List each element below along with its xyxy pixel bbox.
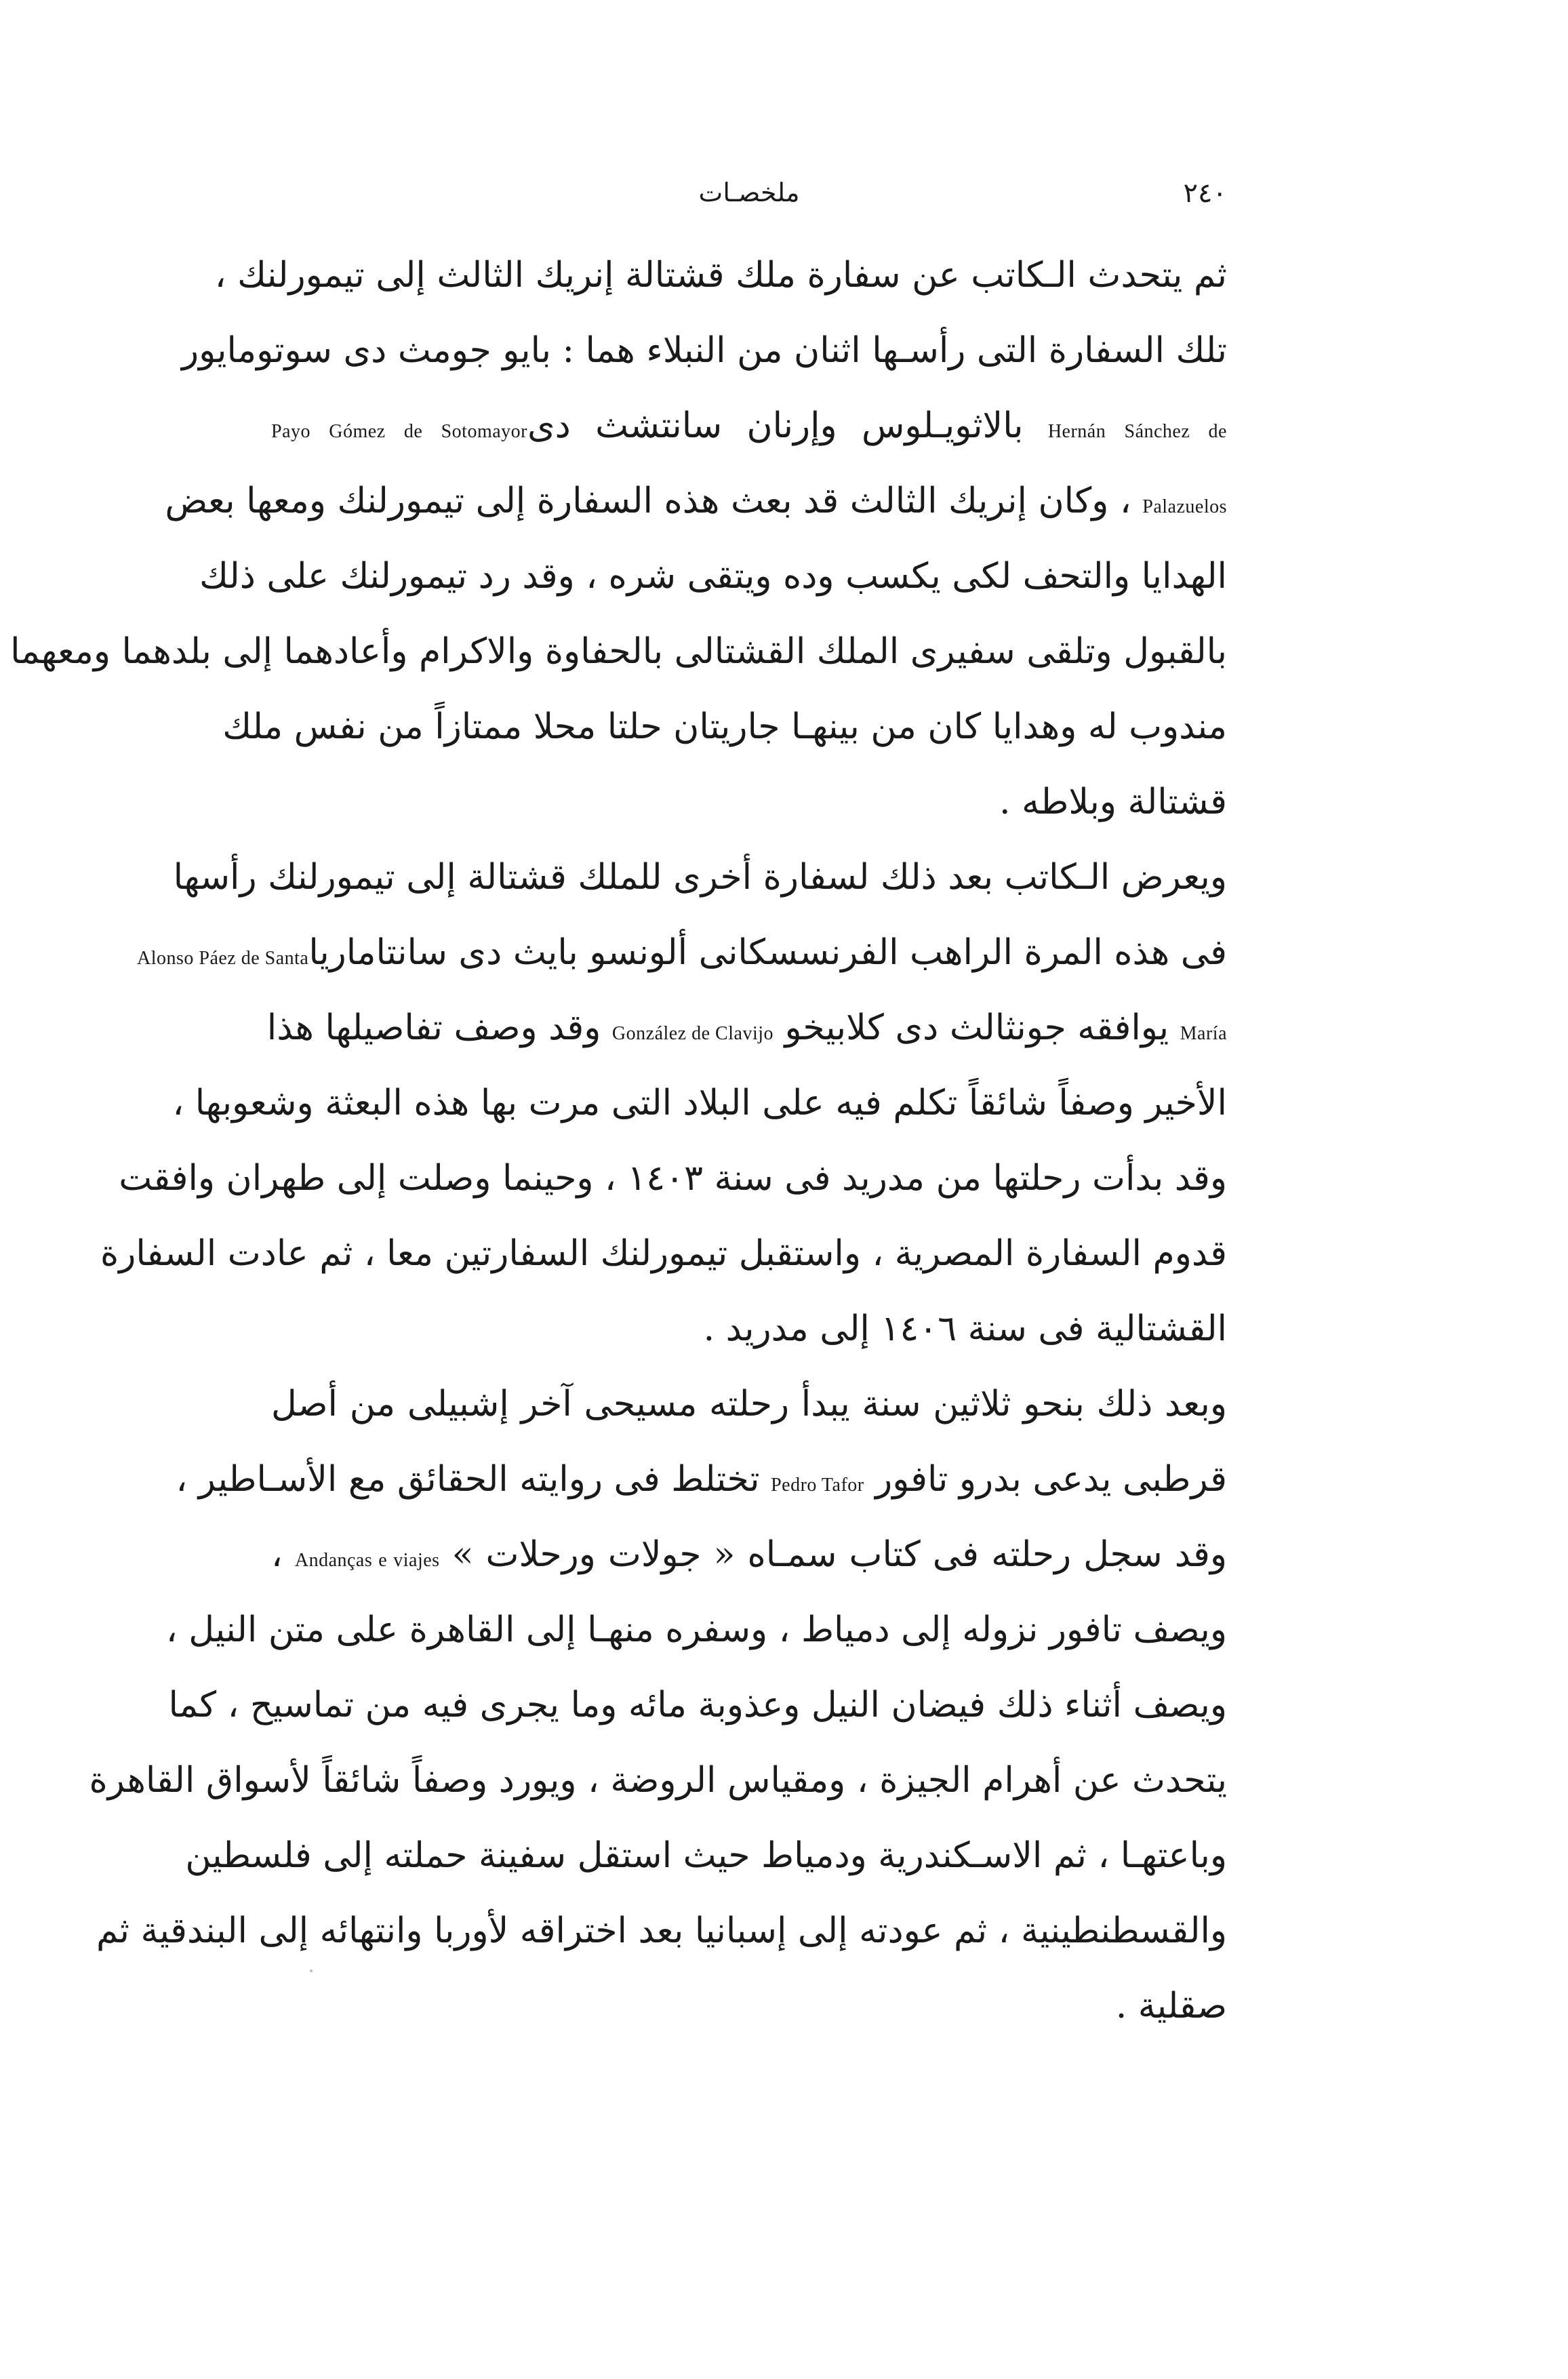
arabic-text: ، وكان إنريك الثالث قد بعث هذه السفارة إلى تيمورلنك ومعها بعض [165, 480, 1143, 521]
text-line-content [185, 1835, 1227, 1876]
text-line-content [271, 405, 1227, 446]
text-line [10, 614, 1227, 689]
arabic-text: ثم يتحدث الـكاتب عن سفارة ملك قشتالة إنريك الثالث إلى تيمورلنك ، [214, 254, 1227, 296]
running-title: ملخصـات [698, 178, 800, 207]
text-line [96, 1893, 1227, 1968]
text-line [165, 1592, 1227, 1667]
text-line [119, 1140, 1227, 1216]
body-text [10, 237, 1228, 2043]
arabic-text: وباعتهـا ، ثم الاسـكندرية ودمياط حيث استقل سفينة حملته إلى فلسطين [185, 1835, 1227, 1876]
text-line [168, 1667, 1227, 1742]
arabic-text: تلك السفارة التى رأسـها اثنان من النبلاء هما : بايو جومث دى سوتومايور [182, 329, 1227, 371]
arabic-text: مندوب له وهدايا كان من بينهـا جاريتان حلتا محلا ممتازاً من نفس ملك [222, 706, 1227, 747]
text-line [199, 538, 1227, 614]
text-line [271, 764, 1227, 839]
text-line [271, 1517, 1227, 1592]
arabic-text: يوافقه جونثالث دى كلابيخو [773, 1007, 1180, 1048]
arabic-text: ويعرض الـكاتب بعد ذلك لسفارة أخرى للملك قشتالة إلى تيمورلنك رأسها [173, 856, 1227, 898]
arabic-text: وقد سجل رحلته فى كتاب سمـاه « جولات ورحلات » [439, 1534, 1228, 1575]
text-line [173, 839, 1227, 915]
latin-name: Alonso Páez de Santa [136, 947, 309, 969]
text-line-content [173, 856, 1227, 898]
arabic-text: ، [271, 1534, 295, 1575]
text-line-content [176, 1458, 1227, 1500]
text-line-content [89, 1759, 1227, 1801]
text-line-content [222, 706, 1227, 747]
arabic-text: وإرنان سانتشث دى [527, 405, 837, 446]
text-line [100, 1216, 1227, 1291]
arabic-text: قدوم السفارة المصرية ، واستقبل تيمورلنك السفارتين معا ، ثم عادت السفارة [100, 1233, 1227, 1274]
text-line [172, 1065, 1227, 1140]
arabic-text: ويصف تافور نزوله إلى دمياط ، وسفره منهـا إلى القاهرة على متن النيل ، [165, 1609, 1227, 1650]
latin-name: Palazuelos [1142, 496, 1227, 517]
arabic-text: وقد وصف تفاصيلها هذا [266, 1007, 612, 1048]
arabic-text: تختلط فى روايته الحقائق مع الأسـاطير ، [176, 1458, 771, 1500]
scan-speck [310, 1970, 313, 1972]
page-header [271, 178, 1227, 225]
text-line [271, 1366, 1227, 1441]
text-line-content [182, 329, 1227, 371]
text-line [271, 388, 1227, 463]
text-line [271, 1968, 1227, 2043]
text-line-content [10, 631, 1227, 672]
text-line [222, 689, 1227, 764]
arabic-text: القشتالية فى سنة ١٤٠٦ إلى مدريد . [703, 1308, 1227, 1349]
text-line-content [136, 932, 1227, 973]
text-line [136, 915, 1227, 990]
text-line [271, 1291, 1227, 1366]
text-line [185, 1818, 1227, 1893]
arabic-text: الأخير وصفاً شائقاً تكلم فيه على البلاد التى مرت بها هذه البعثة وشعوبها ، [172, 1082, 1227, 1123]
text-line-content [266, 1007, 1227, 1048]
text-line-content [165, 480, 1227, 521]
arabic-text: بالاثويـلوس [837, 405, 1048, 446]
arabic-text: صقلية . [1115, 1985, 1227, 2026]
arabic-text: قرطبى يدعى بدرو تافور [864, 1458, 1227, 1500]
text-line-content [119, 1157, 1227, 1199]
arabic-text: بالقبول وتلقى سفيرى الملك القشتالى بالحفاوة والاكرام وأعادهما إلى بلدهما ومعهما [10, 631, 1227, 672]
latin-name: González de Clavijo [611, 1022, 774, 1044]
arabic-text: والقسطنطينية ، ثم عودته إلى إسبانيا بعد اختراقه لأوربا وانتهائه إلى البندقية ثم [96, 1910, 1227, 1951]
text-line-content [703, 1308, 1227, 1349]
text-line [165, 463, 1227, 538]
text-line-content [214, 254, 1227, 296]
arabic-text: الهدايا والتحف لكى يكسب وده ويتقى شره ، وقد رد تيمورلنك على ذلك [199, 555, 1227, 597]
text-line [182, 313, 1227, 388]
text-line-content [165, 1609, 1227, 1650]
text-line-content [199, 555, 1227, 597]
arabic-text: وقد بدأت رحلتها من مدريد فى سنة ١٤٠٣ ، وحينما وصلت إلى طهران وافقت [119, 1157, 1227, 1199]
latin-name: Andanças e viajes [294, 1549, 440, 1571]
latin-name: Hernán Sánchez de [1047, 420, 1227, 442]
text-line-content [271, 1383, 1227, 1424]
latin-name: María [1180, 1022, 1227, 1044]
text-line [176, 1441, 1227, 1517]
arabic-text: فى هذه المرة الراهب الفرنسسكانى ألونسو بايث دى سانتاماريا [308, 932, 1227, 973]
text-line [214, 237, 1227, 313]
text-line-content [271, 1534, 1228, 1575]
arabic-text: ويصف أثناء ذلك فيضان النيل وعذوبة مائه وما يجرى فيه من تماسيح ، كما [168, 1684, 1227, 1725]
text-line-content [172, 1082, 1227, 1123]
arabic-text: يتحدث عن أهرام الجيزة ، ومقياس الروضة ، ويورد وصفاً شائقاً لأسواق القاهرة [89, 1759, 1227, 1801]
text-line-content [1115, 1985, 1227, 2026]
latin-name: Pedro Tafor [771, 1474, 864, 1496]
text-line-content [100, 1233, 1227, 1274]
text-line-content [999, 781, 1227, 822]
arabic-text: قشتالة وبلاطه . [999, 781, 1227, 822]
text-line [266, 990, 1227, 1065]
text-line [89, 1742, 1227, 1818]
page-number: ٢٤٠ [1183, 178, 1227, 209]
arabic-text: وبعد ذلك بنحو ثلاثين سنة يبدأ رحلته مسيحى آخر إشبيلى من أصل [271, 1383, 1227, 1424]
text-line-content [168, 1684, 1227, 1725]
latin-name: Payo Gómez de Sotomayor [271, 420, 527, 442]
text-line-content [96, 1910, 1227, 1951]
